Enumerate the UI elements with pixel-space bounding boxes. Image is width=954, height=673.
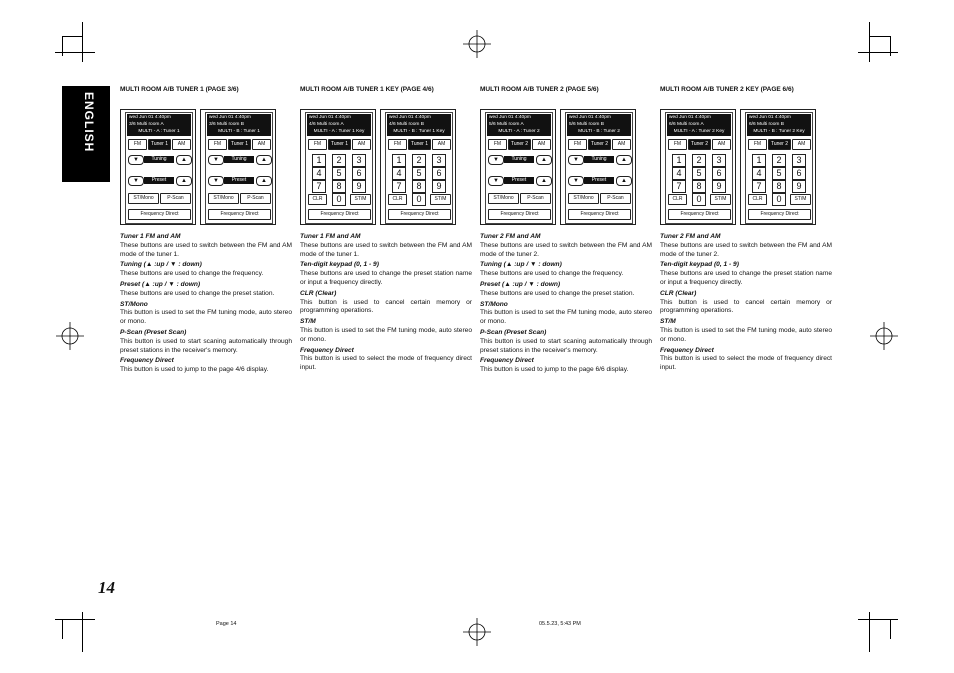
description-text: These buttons are used to change the preset station.	[480, 289, 635, 297]
screen-bezel	[485, 112, 553, 224]
fm-button[interactable]: FM	[128, 139, 147, 150]
description-text: This button is used to cancel certain memory or programming operations.	[300, 298, 472, 315]
tuning-down-button[interactable]: ▼	[568, 155, 584, 165]
crop-mark	[82, 22, 83, 62]
description-term: Frequency Direct	[480, 357, 534, 365]
description-term: Frequency Direct	[300, 346, 354, 354]
keypad-4-button[interactable]: 4	[312, 167, 326, 180]
preset-label: Preset	[224, 177, 254, 184]
description-list	[660, 233, 832, 373]
description-term: ST/Mono	[120, 300, 148, 308]
clr-button[interactable]: CLR	[748, 194, 767, 205]
description-term: Preset (▲ :up / ▼ : down)	[480, 280, 561, 288]
section-2	[300, 86, 472, 375]
keypad-5-button[interactable]: 5	[772, 167, 786, 180]
description-term: Tuner 2 FM and AM	[660, 233, 721, 240]
description-text: This button is used to select the mode of frequency direct input.	[660, 355, 832, 372]
mode-indicator: MULTI - A : Tuner 1	[138, 129, 180, 134]
description-list	[120, 233, 292, 375]
description-term: Tuner 1 FM and AM	[300, 233, 361, 240]
page-number: 14	[98, 578, 115, 597]
remote-screen	[380, 109, 456, 225]
description-text: This button is used to set the FM tuning mode, auto stereo or mono.	[660, 326, 832, 343]
description-text: This button is used to start scaning automatically through preset stations in the receiver's memory.	[480, 337, 652, 354]
description-term: Tuner 1 FM and AM	[120, 233, 181, 240]
tuner-button[interactable]: Tuner 1	[228, 139, 251, 150]
keypad-1-button[interactable]: 1	[672, 154, 686, 167]
keypad-2-button[interactable]: 2	[332, 154, 346, 167]
section-1	[120, 86, 292, 377]
remote-screen	[480, 109, 556, 225]
description-term: CLR (Clear)	[660, 289, 697, 297]
description-text: These buttons are used to switch between the FM and AM mode of the tuner 1.	[300, 241, 472, 258]
preset-label: Preset	[504, 177, 534, 184]
st-mono-button[interactable]: ST/Mono	[488, 193, 519, 204]
am-button[interactable]: AM	[172, 139, 191, 150]
page-indicator: 6/6 Multi room A	[669, 122, 704, 127]
preset-down-button[interactable]: ▼	[488, 176, 504, 186]
keypad-2-button[interactable]: 2	[412, 154, 426, 167]
am-button[interactable]: AM	[532, 139, 551, 150]
tuning-up-button[interactable]: ▲	[256, 155, 272, 165]
fm-button[interactable]: FM	[208, 139, 227, 150]
keypad-7-button[interactable]: 7	[672, 180, 686, 193]
footer-right: 05.5.23, 5:43 PM	[539, 621, 581, 627]
preset-down-button[interactable]: ▼	[128, 176, 144, 186]
tuner-button[interactable]: Tuner 2	[508, 139, 531, 150]
frequency-direct-button[interactable]: Frequency Direct	[208, 209, 271, 220]
crop-mark	[858, 619, 898, 620]
page-indicator: 5/6 Multi room A	[489, 122, 524, 127]
keypad-4-button[interactable]: 4	[392, 167, 406, 180]
section-title: MULTI ROOM A/B TUNER 1 (PAGE 3/6)	[120, 86, 239, 93]
description-term: Frequency Direct	[660, 346, 714, 354]
screen-bezel	[305, 112, 373, 224]
preset-down-button[interactable]: ▼	[568, 176, 584, 186]
registration-mark-icon	[463, 30, 491, 58]
clock-text: wed Jun 01 4:40pm	[209, 115, 251, 120]
keypad-0-button[interactable]: 0	[692, 193, 706, 206]
description-text: This button is used to cancel certain memory or programming operations.	[660, 298, 832, 315]
st-mono-button[interactable]: ST/Mono	[568, 193, 599, 204]
page-indicator: 4/6 Multi room A	[309, 122, 344, 127]
tuning-up-button[interactable]: ▲	[616, 155, 632, 165]
st-m-button[interactable]: ST/M	[710, 194, 731, 205]
am-button[interactable]: AM	[712, 139, 731, 150]
mode-indicator: MULTI - B : Tuner 2	[578, 129, 620, 134]
description-term: ST/M	[300, 318, 316, 326]
keypad-8-button[interactable]: 8	[332, 180, 346, 193]
remote-screen	[300, 109, 376, 225]
description-text: This button is used to jump to the page 6/6 display.	[480, 366, 629, 374]
remote-screen	[560, 109, 636, 225]
clr-button[interactable]: CLR	[388, 194, 407, 205]
am-button[interactable]: AM	[432, 139, 451, 150]
crop-mark	[62, 36, 63, 56]
keypad-6-button[interactable]: 6	[712, 167, 726, 180]
keypad-3-button[interactable]: 3	[352, 154, 366, 167]
tuner-button[interactable]: Tuner 2	[688, 139, 711, 150]
p-scan-button[interactable]: P-Scan	[160, 193, 191, 204]
clock-text: wed Jun 01 4:40pm	[669, 115, 711, 120]
screen-header	[567, 114, 631, 136]
keypad-7-button[interactable]: 7	[312, 180, 326, 193]
st-m-button[interactable]: ST/M	[350, 194, 371, 205]
preset-label: Preset	[584, 177, 614, 184]
tuning-up-button[interactable]: ▲	[536, 155, 552, 165]
tuning-label: Tuning	[144, 156, 174, 163]
description-text: These buttons are used to switch between the FM and AM mode of the tuner 2.	[660, 241, 832, 258]
keypad-6-button[interactable]: 6	[792, 167, 806, 180]
tuning-down-button[interactable]: ▼	[488, 155, 504, 165]
description-term: CLR (Clear)	[300, 289, 337, 297]
description-text: These buttons are used to change the preset station name or input a frequency directly.	[660, 270, 832, 286]
fm-button[interactable]: FM	[748, 139, 767, 150]
screen-header	[307, 114, 371, 136]
remote-screens	[120, 109, 292, 227]
language-tab	[62, 86, 110, 182]
frequency-direct-button[interactable]: Frequency Direct	[128, 209, 191, 220]
crop-mark	[62, 36, 82, 37]
keypad-9-button[interactable]: 9	[712, 180, 726, 193]
preset-down-button[interactable]: ▼	[208, 176, 224, 186]
screen-header	[387, 114, 451, 136]
fm-button[interactable]: FM	[388, 139, 407, 150]
section-4	[660, 86, 832, 375]
screen-header	[487, 114, 551, 136]
description-term: Frequency Direct	[120, 357, 174, 365]
page-indicator: 5/6 Multi room B	[569, 122, 604, 127]
screen-header	[667, 114, 731, 136]
tuning-label: Tuning	[224, 156, 254, 163]
remote-screen	[200, 109, 276, 225]
fm-button[interactable]: FM	[668, 139, 687, 150]
p-scan-button[interactable]: P-Scan	[240, 193, 271, 204]
crop-mark	[62, 619, 63, 639]
description-text: These buttons are used to change the frequency.	[120, 270, 264, 278]
registration-mark-icon	[870, 322, 898, 350]
preset-up-button[interactable]: ▲	[256, 176, 272, 186]
description-text: These buttons are used to change the frequency.	[480, 270, 624, 278]
screen-header	[127, 114, 191, 136]
description-list	[480, 233, 652, 375]
keypad-8-button[interactable]: 8	[692, 180, 706, 193]
crop-mark	[55, 52, 95, 53]
description-text: This button is used to start scaning automatically through preset stations in the receiver's memory.	[120, 337, 292, 354]
section-title: MULTI ROOM A/B TUNER 2 KEY (PAGE 6/6)	[660, 86, 794, 93]
keypad-9-button[interactable]: 9	[792, 180, 806, 193]
keypad-0-button[interactable]: 0	[412, 193, 426, 206]
page-indicator: 6/6 Multi room B	[749, 122, 784, 127]
keypad-9-button[interactable]: 9	[432, 180, 446, 193]
p-scan-button[interactable]: P-Scan	[600, 193, 631, 204]
description-term: Preset (▲ :up / ▼ : down)	[120, 280, 201, 288]
keypad-3-button[interactable]: 3	[792, 154, 806, 167]
description-term: P-Scan (Preset Scan)	[480, 328, 547, 336]
remote-screen	[740, 109, 816, 225]
tuner-button[interactable]: Tuner 1	[328, 139, 351, 150]
keypad-1-button[interactable]: 1	[392, 154, 406, 167]
description-list	[300, 233, 472, 373]
description-term: P-Scan (Preset Scan)	[120, 328, 187, 336]
am-button[interactable]: AM	[352, 139, 371, 150]
tuning-up-button[interactable]: ▲	[176, 155, 192, 165]
keypad-4-button[interactable]: 4	[752, 167, 766, 180]
crop-mark	[82, 612, 83, 652]
keypad-1-button[interactable]: 1	[752, 154, 766, 167]
crop-mark	[890, 36, 891, 56]
tuning-label: Tuning	[584, 156, 614, 163]
clr-button[interactable]: CLR	[308, 194, 327, 205]
footer-left: Page 14	[216, 621, 237, 627]
keypad-8-button[interactable]: 8	[412, 180, 426, 193]
tuner-button[interactable]: Tuner 2	[768, 139, 791, 150]
am-button[interactable]: AM	[792, 139, 811, 150]
keypad-8-button[interactable]: 8	[772, 180, 786, 193]
crop-mark	[869, 22, 870, 62]
st-m-button[interactable]: ST/M	[430, 194, 451, 205]
keypad-2-button[interactable]: 2	[692, 154, 706, 167]
keypad-0-button[interactable]: 0	[332, 193, 346, 206]
page-indicator: 3/6 Multi room B	[209, 122, 244, 127]
tuning-down-button[interactable]: ▼	[128, 155, 144, 165]
st-m-button[interactable]: ST/M	[790, 194, 811, 205]
clock-text: wed Jun 01 4:40pm	[489, 115, 531, 120]
keypad-0-button[interactable]: 0	[772, 193, 786, 206]
remote-screens	[300, 109, 472, 227]
screen-bezel	[125, 112, 193, 224]
section-title: MULTI ROOM A/B TUNER 1 KEY (PAGE 4/6)	[300, 86, 434, 93]
mode-indicator: MULTI - B : Tuner 1 Key	[393, 129, 445, 134]
description-text: This button is used to select the mode of frequency direct input.	[300, 355, 472, 372]
keypad-6-button[interactable]: 6	[352, 167, 366, 180]
tuning-down-button[interactable]: ▼	[208, 155, 224, 165]
frequency-direct-button[interactable]: Frequency Direct	[388, 209, 451, 220]
keypad-5-button[interactable]: 5	[692, 167, 706, 180]
fm-button[interactable]: FM	[488, 139, 507, 150]
description-term: ST/Mono	[480, 300, 508, 308]
description-text: These buttons are used to change the preset station name or input a frequency directly.	[300, 270, 472, 286]
keypad-7-button[interactable]: 7	[392, 180, 406, 193]
crop-mark	[890, 619, 891, 639]
remote-screen	[660, 109, 736, 225]
description-text: These buttons are used to change the preset station.	[120, 289, 275, 297]
mode-indicator: MULTI - A : Tuner 1 Key	[313, 129, 365, 134]
description-term: Ten-digit keypad (0, 1 - 9)	[660, 261, 739, 269]
keypad-6-button[interactable]: 6	[432, 167, 446, 180]
remote-screens	[480, 109, 652, 227]
keypad-9-button[interactable]: 9	[352, 180, 366, 193]
description-text: These buttons are used to switch between the FM and AM mode of the tuner 2.	[480, 241, 652, 258]
tuning-label: Tuning	[504, 156, 534, 163]
registration-mark-icon	[56, 322, 84, 350]
clock-text: wed Jun 01 4:40pm	[309, 115, 351, 120]
clock-text: wed Jun 01 4:40pm	[749, 115, 791, 120]
clr-button[interactable]: CLR	[668, 194, 687, 205]
description-term: Ten-digit keypad (0, 1 - 9)	[300, 261, 379, 269]
mode-indicator: MULTI - B : Tuner 1	[218, 129, 260, 134]
screen-header	[747, 114, 811, 136]
description-text: These buttons are used to switch between the FM and AM mode of the tuner 1.	[120, 241, 292, 258]
language-tab-label: ENGLISH	[82, 92, 96, 153]
remote-screens	[660, 109, 832, 227]
registration-mark-icon	[463, 618, 491, 646]
clock-text: wed Jun 01 4:40pm	[129, 115, 171, 120]
tuner-button[interactable]: Tuner 1	[148, 139, 171, 150]
description-text: This button is used to jump to the page 4/6 display.	[120, 366, 269, 374]
clock-text: wed Jun 01 4:40pm	[569, 115, 611, 120]
description-text: This button is used to set the FM tuning mode, auto stereo or mono.	[480, 309, 652, 326]
keypad-7-button[interactable]: 7	[752, 180, 766, 193]
description-term: ST/M	[660, 318, 676, 326]
description-term: Tuning (▲ :up / ▼ : down)	[480, 261, 562, 269]
am-button[interactable]: AM	[252, 139, 271, 150]
description-term: Tuner 2 FM and AM	[480, 233, 541, 240]
frequency-direct-button[interactable]: Frequency Direct	[748, 209, 811, 220]
frequency-direct-button[interactable]: Frequency Direct	[568, 209, 631, 220]
description-text: This button is used to set the FM tuning mode, auto stereo or mono.	[300, 326, 472, 343]
description-term: Tuning (▲ :up / ▼ : down)	[120, 261, 202, 269]
fm-button[interactable]: FM	[308, 139, 327, 150]
page-indicator: 3/6 Multi room A	[129, 122, 164, 127]
frequency-direct-button[interactable]: Frequency Direct	[308, 209, 371, 220]
crop-mark	[870, 36, 890, 37]
preset-up-button[interactable]: ▲	[616, 176, 632, 186]
screen-bezel	[385, 112, 453, 224]
tuner-button[interactable]: Tuner 1	[408, 139, 431, 150]
screen-bezel	[205, 112, 273, 224]
section-title: MULTI ROOM A/B TUNER 2 (PAGE 5/6)	[480, 86, 599, 93]
clock-text: wed Jun 01 4:40pm	[389, 115, 431, 120]
fm-button[interactable]: FM	[568, 139, 587, 150]
tuner-button[interactable]: Tuner 2	[588, 139, 611, 150]
st-mono-button[interactable]: ST/Mono	[208, 193, 239, 204]
frequency-direct-button[interactable]: Frequency Direct	[668, 209, 731, 220]
crop-mark	[55, 619, 95, 620]
keypad-2-button[interactable]: 2	[772, 154, 786, 167]
screen-header	[207, 114, 271, 136]
crop-mark	[858, 52, 898, 53]
preset-up-button[interactable]: ▲	[536, 176, 552, 186]
keypad-5-button[interactable]: 5	[412, 167, 426, 180]
am-button[interactable]: AM	[612, 139, 631, 150]
keypad-3-button[interactable]: 3	[712, 154, 726, 167]
page-indicator: 4/6 Multi room B	[389, 122, 424, 127]
screen-bezel	[665, 112, 733, 224]
description-text: This button is used to set the FM tuning mode, auto stereo or mono.	[120, 309, 292, 326]
preset-label: Preset	[144, 177, 174, 184]
p-scan-button[interactable]: P-Scan	[520, 193, 551, 204]
mode-indicator: MULTI - A : Tuner 2 Key	[673, 129, 725, 134]
section-3	[480, 86, 652, 377]
remote-screen	[120, 109, 196, 225]
mode-indicator: MULTI - B : Tuner 2 Key	[753, 129, 805, 134]
keypad-1-button[interactable]: 1	[312, 154, 326, 167]
screen-bezel	[565, 112, 633, 224]
crop-mark	[869, 612, 870, 652]
keypad-5-button[interactable]: 5	[332, 167, 346, 180]
frequency-direct-button[interactable]: Frequency Direct	[488, 209, 551, 220]
preset-up-button[interactable]: ▲	[176, 176, 192, 186]
screen-bezel	[745, 112, 813, 224]
st-mono-button[interactable]: ST/Mono	[128, 193, 159, 204]
keypad-3-button[interactable]: 3	[432, 154, 446, 167]
keypad-4-button[interactable]: 4	[672, 167, 686, 180]
mode-indicator: MULTI - A : Tuner 2	[498, 129, 540, 134]
